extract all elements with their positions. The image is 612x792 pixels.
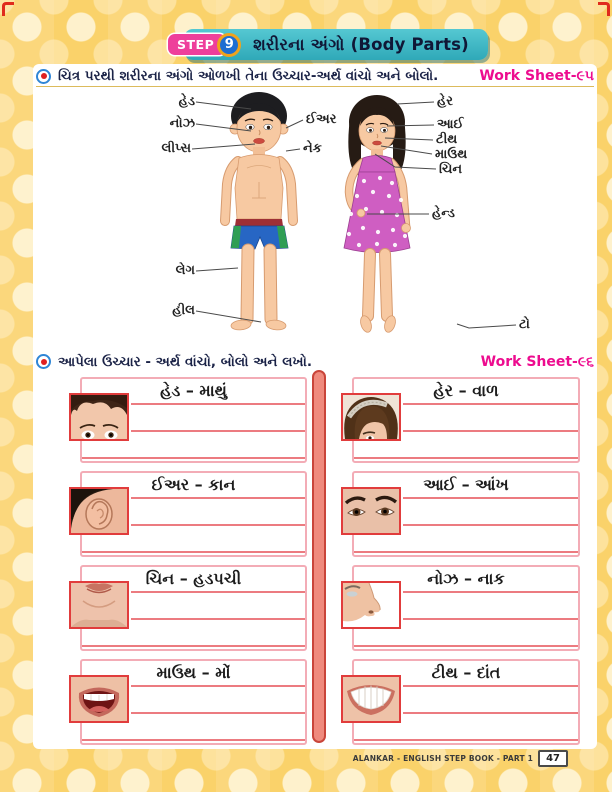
writing-line [354,739,578,741]
writing-line [354,645,578,647]
writing-line [354,551,578,553]
boy-figure [225,92,293,331]
diagram-label-eye: આઈ [437,117,464,132]
eye-photo [341,487,401,535]
writing-line [131,403,305,405]
body-parts-diagram [33,88,597,350]
writing-line [131,591,305,593]
worksheet-card [352,565,580,651]
page-title: શરીરના અંગો (Body Parts) [253,34,469,54]
writing-line [354,457,578,459]
writing-line [403,712,578,714]
worksheet-card [80,565,307,651]
writing-line [403,685,578,687]
writing-line [131,712,305,714]
writing-line [131,497,305,499]
writing-line [82,551,305,553]
card-title: નોઝ – નાક [427,569,505,588]
worksheet-ref-2: Work Sheet-૯૬ [480,353,594,370]
bullet-dot [41,73,47,79]
step-badge [168,33,241,57]
card-title: આઈ – આંખ [423,475,509,494]
section2-instruction-row [36,351,594,372]
writing-line [82,645,305,647]
writing-line [403,591,578,593]
worksheet-card [352,377,580,463]
ear-photo [69,487,129,535]
diagram-label-hand: હેન્ડ [432,206,455,221]
bullet-dot [41,359,47,365]
writing-line [403,430,578,432]
column-divider [312,370,326,743]
card-title: માઉથ – મોં [156,663,231,682]
card-title: હેર – વાળ [433,381,499,400]
card-title: હેડ – માથું [160,381,227,400]
worksheet-column-right [352,377,580,745]
writing-line [403,403,578,405]
diagram-label-neck: નેક [303,141,322,156]
worksheet-card [352,471,580,557]
page-footer [0,750,568,767]
diagram-label-lips: લીપ્સ [161,141,191,156]
writing-line [82,739,305,741]
worksheet-card [80,471,307,557]
chin-photo [69,581,129,629]
bullet-target-icon [36,69,51,84]
worksheet-column-left [80,377,307,745]
page-number: 47 [538,750,568,767]
diagram-label-chin: ચિન [439,162,463,177]
section1-instruction: ચિત્ર પરથી શરીરના અંગો ઓળખી તેના ઉચ્ચાર-અર્થ વાંચો અને બોલો. [58,68,439,84]
head-photo [69,393,129,441]
diagram-label-leg: લેગ [175,263,195,278]
diagram-label-hair: હેર [437,94,453,109]
diagram-label-heel: હીલ [172,303,195,318]
card-title: ઈઅર – કાન [151,475,236,494]
corner-mark-top-right [598,2,610,16]
writing-line [131,685,305,687]
nose-photo [341,581,401,629]
card-title: ટીથ – દાંત [431,663,501,682]
teeth-photo [341,675,401,723]
writing-line [131,430,305,432]
hair-photo [341,393,401,441]
section2-instruction: આપેલા ઉચ્ચાર - અર્થ વાંચો, બોલો અને લખો. [58,353,312,370]
worksheet-ref-1: Work Sheet-૯૫ [479,68,594,84]
book-title: ALANKAR - ENGLISH STEP BOOK - PART 1 [352,754,534,763]
diagram-label-teeth: ટીથ [436,132,458,147]
mouth-photo [69,675,129,723]
diagram-label-ear: ઈઅર [306,112,337,127]
writing-line [403,497,578,499]
bullet-target-icon [36,354,51,369]
worksheet-card [80,377,307,463]
section1-instruction-row [36,66,594,87]
diagram-label-nose: નોઝ [169,116,195,131]
worksheet-card [80,659,307,745]
writing-line [131,618,305,620]
writing-line [82,457,305,459]
title-banner [168,29,488,60]
diagram-label-mouth: માઉથ [435,147,468,162]
step-number-circle: 9 [217,33,241,57]
diagram-label-toe: ટો [519,317,530,332]
worksheet-card [352,659,580,745]
diagram-label-head: હેડ [178,94,195,109]
writing-line [131,524,305,526]
step-label: STEP [168,34,226,55]
figures-illustration [33,88,597,350]
corner-mark-top-left [2,2,14,16]
writing-line [403,618,578,620]
card-title: ચિન – હડપચી [145,569,242,588]
writing-line [403,524,578,526]
